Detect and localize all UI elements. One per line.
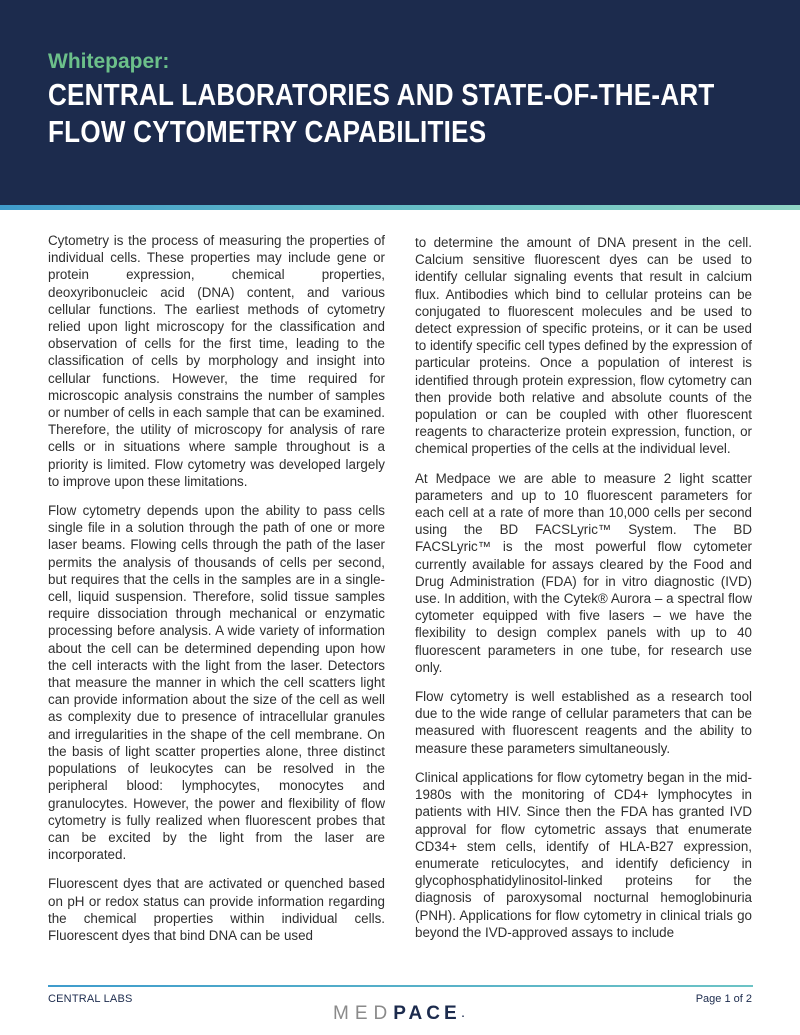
paragraph: Cytometry is the process of measuring the properties of individual cells. These properties may include gene or protein expression, chemical properties, deoxyribonucleic acid (DNA) content, and various cellular functions. The earliest methods of cytometry relied upon light microscopy for the classification and observation of cells for the first time, leading to the classification of cells by morphology and insight into cellular functions. However, the time required for microscopic analysis constrains the number of samples or number of cells in each sample that can be examined. Therefore, the utility of microscopy for analysis of rare cells or in situations where sample throughout is a priority is limited. Flow cytometry was developed largely to improve upon these limitations. xyxy=(48,233,385,489)
logo-dot: . xyxy=(461,1008,465,1020)
left-column xyxy=(48,232,385,956)
footer-divider xyxy=(48,985,753,987)
paragraph: Fluorescent dyes that are activated or quenched based on pH or redox status can provide information regarding the chemical properties within individual cells. Fluorescent dyes that bind DNA can be used xyxy=(48,876,385,943)
page-number: Page 1 of 2 xyxy=(695,993,752,1005)
logo-med-text: MED xyxy=(333,1003,394,1024)
title-line-1: CENTRAL LABORATORIES AND STATE-OF-THE-ART xyxy=(48,77,715,112)
title-line-2: FLOW CYTOMETRY CAPABILITIES xyxy=(48,114,487,149)
right-column xyxy=(415,234,752,953)
header-accent-stripe xyxy=(0,205,800,210)
document-kicker: Whitepaper: xyxy=(48,50,170,73)
paragraph: Clinical applications for flow cytometry began in the mid-1980s with the monitoring of CD4+ lymphocytes in patients with HIV. Since then the FDA has granted IVD approval for flow cytometric assays that enumerate CD34+ stem cells, identify of HLA-B27 expression, enumerate reticulocytes, and identify deficiency in glycophosphatidylinositol-linked proteins for the diagnosis of paroxysomal nocturnal hemoglobinuria (PNH). Applications for flow cytometry in clinical trials go beyond the IVD-approved assays to include xyxy=(415,769,752,940)
paragraph: to determine the amount of DNA present in the cell. Calcium sensitive fluorescent dyes can be used to identify cellular signaling events that result in calcium flux. Antibodies which bind to cellular proteins can be conjugated to fluorescent molecules and be used to detect expression of specific proteins, or it can be used to identify specific cell types defined by the expression of particular proteins. Once a population of interest is identified through protein expression, flow cytometry can then provide both relative and absolute counts of the population or can be coupled with other fluorescent reagents to characterize protein expression, function, or chemical properties of the cells at the individual level. xyxy=(415,235,752,457)
paragraph: Flow cytometry depends upon the ability to pass cells single file in a solution through the path of one or more laser beams. Flowing cells through the path of the laser permits the analysis of thousands of cells per second, but requires that the cells in the samples are in a single-cell, liquid suspension. Therefore, solid tissue samples require dissociation through mechanical or enzymatic processing before analysis. A wide variety of information about the cell can be determined depending upon how the cell interacts with the light from the laser. Detectors that measure the manner in which the cell scatters light can provide information about the size of the cell as well as complexity due to presence of intracellular granules and irregularities in the shape of the cell membrane. On the basis of light scatter properties alone, three distinct populations of leukocytes can be resolved in the peripheral blood: lymphocytes, monocytes and granulocytes. However, the power and flexibility of flow cytometry is fully realized when fluorescent probes that can be excited by the light from the laser are incorporated. xyxy=(48,503,385,863)
paragraph: At Medpace we are able to measure 2 light scatter parameters and up to 10 fluorescent parameters for each cell at a rate of more than 10,000 cells per second using the BD FACSLyric™ System. The BD FACSLyric™ is the most powerful flow cytometer currently available for assays cleared by the Food and Drug Administration (FDA) for in vitro diagnostic (IVD) use. In addition, with the Cytek® Aurora – a spectral flow cytometer equipped with five lasers – we have the flexibility to design complex panels with up to 40 fluorescent parameters in one tube, for research use only. xyxy=(415,470,752,675)
document-title xyxy=(48,76,715,150)
paragraph: Flow cytometry is well established as a research tool due to the wide range of cellular parameters that can be measured with fluorescent reagents and the ability to measure these parameters simultaneously. xyxy=(415,689,752,756)
logo-pace-text: PACE xyxy=(393,1003,461,1024)
medpace-logo xyxy=(333,1003,464,1025)
header-banner xyxy=(0,0,800,205)
footer-section-label: CENTRAL LABS xyxy=(48,993,133,1005)
